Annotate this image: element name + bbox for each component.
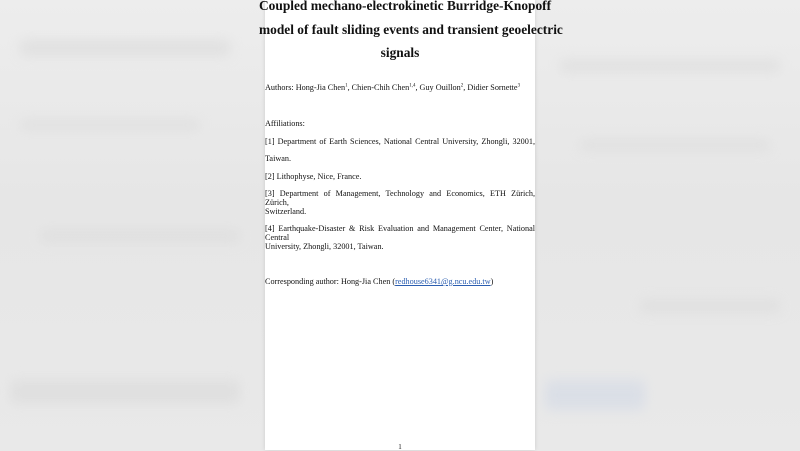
affiliation-line: Switzerland. — [265, 207, 307, 216]
author-affiliation: 2 — [460, 83, 464, 89]
corresponding-close: ) — [490, 277, 494, 286]
email-link[interactable]: redhouse6341@g.ncu.edu.tw — [395, 277, 491, 286]
paper-title — [259, 0, 563, 65]
author-name: Guy Ouillon — [419, 83, 461, 92]
author-affiliation: 1 — [345, 83, 348, 89]
author-affiliation: 3 — [517, 83, 521, 89]
page-number: 1 — [398, 443, 402, 451]
title-line: model of fault sliding events and transient geoelectric — [259, 21, 563, 37]
corresponding-author — [265, 277, 493, 286]
authors-label: Authors: — [265, 83, 294, 92]
author-name: Didier Sornette — [467, 83, 518, 92]
affiliations-heading: Affiliations: — [265, 119, 305, 128]
author-name: Chien-Chih Chen — [351, 83, 410, 92]
corresponding-label: Corresponding author: Hong-Jia Chen ( — [265, 277, 396, 286]
affiliation-line: Taiwan. — [265, 154, 292, 163]
affiliation-line: [4] Earthquake-Disaster & Risk Evaluation and Management Center, National Central — [265, 224, 535, 242]
author-name: Hong-Jia Chen — [295, 83, 346, 92]
title-line: Coupled mechano-electrokinetic Burridge-Knopoff — [259, 0, 552, 13]
affiliation-line: [3] Department of Management, Technology and Economics, ETH Zürich, Zürich, — [265, 189, 535, 207]
document-page — [259, 0, 563, 451]
title-line: signals — [380, 45, 420, 60]
affiliation-line: University, Zhongli, 32001, Taiwan. — [265, 242, 384, 251]
authors-line: Authors: Hong-Jia Chen$^1$, Chien-Chih Chen$^{1,4}$, Guy Ouillon$^2$, Didier Sornette$^3$ — [265, 83, 521, 92]
affiliation-line: [1] Department of Earth Sciences, National Central University, Zhongli, 32001, — [265, 137, 535, 146]
author-affiliation: 1,4 — [409, 83, 416, 89]
affiliation-line: [2] Lithophyse, Nice, France. — [265, 172, 362, 181]
